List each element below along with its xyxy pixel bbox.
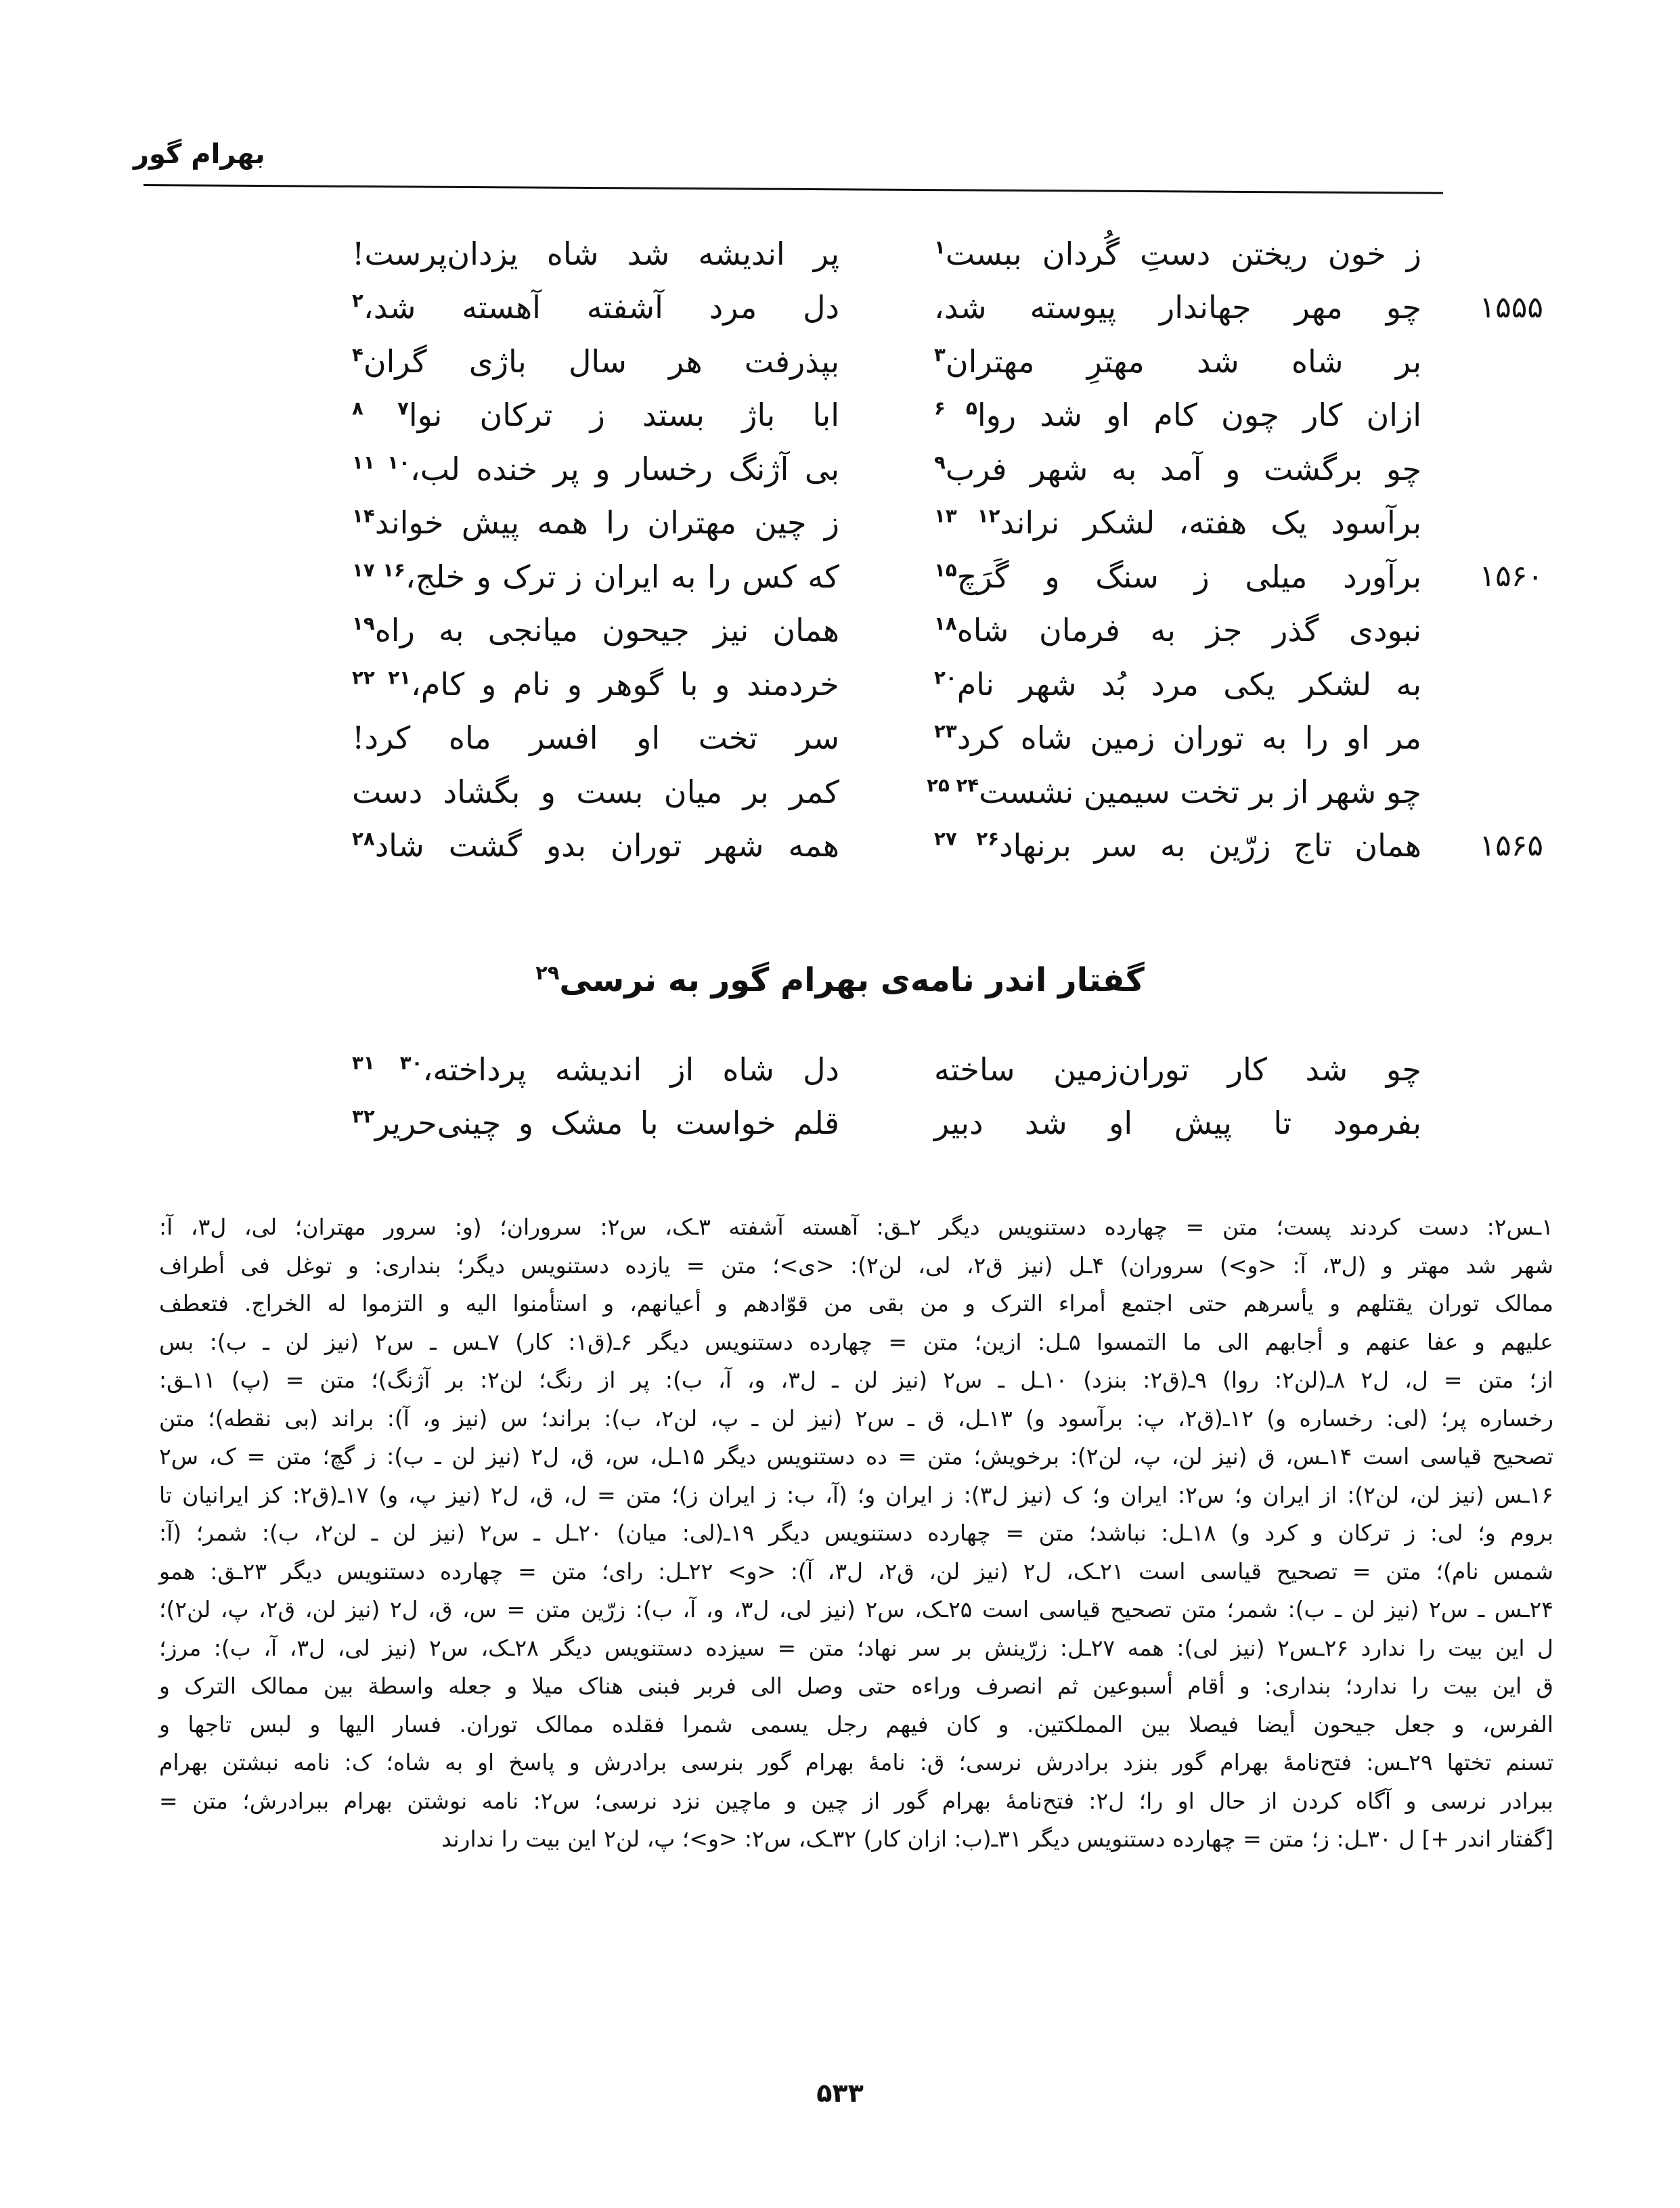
- hemistich-text: همه شهر توران بدو گشت شاد: [374, 827, 839, 864]
- hemistich-left: [352, 1105, 839, 1141]
- footnote-ref[interactable]: ۱۵: [934, 558, 957, 581]
- hemistich-left: [352, 827, 839, 864]
- hemistich-left: [352, 343, 839, 380]
- hemistich-right: [934, 1105, 1421, 1141]
- hemistich-text: بپذرفت هر سال باژی گران: [363, 343, 839, 380]
- hemistich-right: [934, 1051, 1421, 1088]
- hemistich-text: برآورد میلی ز سنگ و گَرَچ: [956, 558, 1421, 595]
- hemistich-text: دل مرد آشفته آهسته شد،: [363, 289, 839, 326]
- verse-row: [257, 550, 1543, 604]
- hemistich-right: [934, 827, 1421, 864]
- footnote-ref[interactable]: ۱۸: [934, 612, 957, 635]
- section-title-text: گفتار اندر نامه‌ی بهرام گور به نرسی: [559, 961, 1145, 999]
- hemistich-right: [927, 773, 1421, 810]
- hemistich-text: که کس را به ایران ز ترک و خلج،: [405, 558, 839, 595]
- footnote-line: الفرس، و جعل جیحون أیضا فیصلا بین المملکتین. و کان فیهم رجل یسمی شمرا فقلده ممالک توران. فسار الیها و لبس تاجها و: [159, 1710, 1553, 1738]
- verse-row: [257, 334, 1421, 389]
- hemistich-left: [352, 504, 839, 541]
- hemistich-text: دل شاه از اندیشه پرداخته،: [422, 1051, 839, 1088]
- footnote-ref[interactable]: ۲۱ ۲۲: [352, 666, 412, 689]
- footnote-ref[interactable]: ۴: [352, 343, 363, 366]
- hemistich-text: ز خون ریختن دستِ گُردان ببست: [945, 235, 1421, 272]
- hemistich-right: [934, 289, 1421, 326]
- hemistich-text: برآسود یک هفته، لشکر نراند: [1000, 504, 1422, 542]
- footnote-ref[interactable]: ۲۳: [934, 720, 957, 743]
- footnote-ref[interactable]: ۱۶ ۱۷: [352, 558, 405, 581]
- hemistich-text: چو مهر جهاندار پیوسته شد،: [934, 289, 1421, 326]
- hemistich-right: [934, 236, 1421, 272]
- verse-number: ۱۵۶۵: [1479, 828, 1543, 863]
- hemistich-text: قلم خواست با مشک و چینی‌حریر: [374, 1105, 839, 1142]
- verse-number: ۱۵۶۰: [1479, 559, 1543, 594]
- verse-row: [257, 819, 1543, 873]
- hemistich-text: چو شد کار توران‌زمین ساخته: [934, 1051, 1421, 1088]
- hemistich-left: [352, 612, 839, 648]
- hemistich-left: [352, 666, 839, 703]
- footnote-line: از؛ متن = ل، ل۲ ۸ـ(لن۲: روا) ۹ـ(ق۲: بنزد) ۱۰ـل ـ س۲ (نیز لن ـ ل۳، و، آ، ب): پر از رنگ؛ لن۲: بر آژنگ)؛ متن = (پ) ۱۱ـق:: [159, 1367, 1554, 1393]
- hemistich-right: [934, 343, 1421, 380]
- footnote-line: رخساره پر؛ (لی: رخساره و) ۱۲ـ(ق۲، پ: برآسود و) ۱۳ـل، ق ـ س۲ (نیز لن ـ پ، لن۲، ب): براند؛ س (نیز و، آ): براند (بی نقطه)؛ متن: [159, 1405, 1553, 1432]
- hemistich-text: ازان کار چون کام او شد روا: [977, 397, 1422, 434]
- verse-row: [257, 1097, 1421, 1151]
- footnote-line: ۱ـس۲: دست کردند پست؛ متن = چهارده دستنویس دیگر ۲ـق: آهسته آشفته ۳ـک، س۲: سروران؛ (و: سرور مهتران؛ لی، ل۳، آ:: [159, 1214, 1553, 1240]
- page-number: ۵۳۳: [816, 2078, 864, 2108]
- verse-row: [257, 765, 1421, 819]
- hemistich-text: خردمند و با گوهر و نام و کام،: [411, 665, 839, 703]
- footnote-ref[interactable]: ۲۰: [934, 666, 957, 689]
- hemistich-right: [934, 451, 1421, 487]
- footnote-line: ببرادر نرسی و آگاه کردن از حال او را؛ ل۲: فتح‌نامهٔ بهرام گور از چین و ماچین نزد نرسی؛ س۲: نامه نوشتن بهرام ببرادرش؛ متن =: [159, 1787, 1553, 1814]
- section-verse-block: [257, 1042, 1421, 1150]
- footnote-line: تصحیح قیاسی است ۱۴ـس، ق (نیز لن، پ، لن۲): برخویش؛ متن = ده دستنویس دیگر ۱۵ـل، س، ق، ل۲ (نیز لن ـ ب): ز گچ؛ متن = ک، س۲: [159, 1443, 1554, 1470]
- hemistich-left: [352, 720, 839, 756]
- hemistich-left: [352, 236, 839, 272]
- hemistich-text: سر تخت او افسر ماه کرد!: [352, 720, 839, 757]
- verse-row: [257, 711, 1421, 766]
- hemistich-text: نبودی گذر جز به فرمان شاه: [956, 612, 1421, 649]
- hemistich-left: [352, 397, 839, 433]
- hemistich-right: [934, 504, 1421, 541]
- hemistich-right: [934, 612, 1421, 648]
- footnote-ref[interactable]: ۱۴: [352, 504, 375, 527]
- footnote-ref[interactable]: ۹: [934, 451, 946, 474]
- footnote-line: شهر شد مهتر و (ل۳، آ: <و>) سروران) ۴ـل (نیز ق۲، لی، لن۲): <ی>؛ متن = یازده دستنویس دیگر؛ بنداری: و توغل فی أطراف: [159, 1252, 1554, 1279]
- hemistich-text: مر او را به توران زمین شاه کرد: [956, 720, 1421, 757]
- hemistich-right: [934, 666, 1421, 703]
- footnote-line: علیهم و عفا عنهم و أجابهم الی ما التمسوا ۵ـل: ازین؛ متن = چهارده دستنویس دیگر ۶ـ(ق۱: کار) ۷ـس ـ س۲ (نیز لن ـ ب): بس: [159, 1328, 1553, 1355]
- verse-row: [257, 442, 1421, 496]
- verse-row: [257, 281, 1543, 335]
- verse-row: [257, 657, 1421, 711]
- hemistich-text: پر اندیشه شد شاه یزدان‌پرست!: [352, 235, 839, 272]
- footnote-ref[interactable]: ۲: [352, 289, 363, 312]
- verse-row: [257, 496, 1421, 550]
- hemistich-text: بر شاه شد مهترِ مهتران: [945, 343, 1421, 380]
- footnote-line: ق این بیت را ندارد؛ بنداری: و أقام أسبوعین ثم انصرف وراءه حتی وصل الی فربر فبنی هناک میلا و جعله واسطة بین ممالک الترک و: [159, 1673, 1553, 1699]
- hemistich-text: چو برگشت و آمد به شهر فرب: [945, 450, 1421, 487]
- footnote-ref[interactable]: ۵ ۶: [934, 397, 977, 420]
- hemistich-right: [934, 720, 1421, 756]
- section-title-footnote-ref[interactable]: ۲۹: [535, 961, 560, 984]
- hemistich-left: [352, 451, 839, 487]
- footnotes: [159, 1208, 1553, 1859]
- hemistich-text: بفرمود تا پیش او شد دبیر: [934, 1105, 1421, 1142]
- verse-row: [257, 227, 1421, 281]
- footnote-line: ل این بیت را ندارد ۲۶ـس۲ (نیز لی): همه ۲۷ـل: زرّینش بر سر نهاد؛ متن = سیزده دستنویس دیگر ۲۸ـک، س۲ (نیز لی، ل۳، آ، ب): مرز؛: [159, 1634, 1553, 1661]
- verse-row: [257, 1042, 1421, 1097]
- footnote-ref[interactable]: ۲۴ ۲۵: [927, 774, 979, 797]
- footnote-line: ۲۴ـس ـ س۲ (نیز لن ـ ب): شمر؛ متن تصحیح قیاسی است ۲۵ـک، س۲ (نیز لی، ل۳، و، آ، ب): زرّین متن = س، ق، ل۲ (نیز لن، ق۲، پ، لن۲)؛: [159, 1596, 1553, 1622]
- hemistich-left: [352, 558, 839, 595]
- hemistich-right: [934, 397, 1421, 433]
- hemistich-text: به لشکر یکی مرد بُد شهر نام: [956, 665, 1421, 703]
- hemistich-text: چو شهر از بر تخت سیمین نشست: [979, 773, 1421, 810]
- hemistich-text: همان نیز جیحون میانجی به راه: [374, 612, 839, 649]
- footnote-ref[interactable]: ۷ ۸: [352, 397, 409, 420]
- section-title: [0, 961, 1680, 999]
- footnote-line: بروم و؛ لی: ز ترکان و کرد و) ۱۸ـل: نباشد؛ متن = چهارده دستنویس دیگر ۱۹ـ(لی: میان) ۲۰ـل ـ س۲ (نیز لن ـ لن۲، ب): شمر؛ (آ:: [159, 1520, 1554, 1546]
- hemistich-left: [352, 774, 839, 810]
- footnote-line: شمس نام)؛ متن = تصحیح قیاسی است ۲۱ـک، ل۲ (نیز لن، ق۲، ل۳، آ): <و> ۲۲ـل: رای؛ متن = چهارده دستنویس دیگر ۲۳ـق: همو: [159, 1558, 1554, 1585]
- footnote-ref[interactable]: ۳۲: [352, 1105, 375, 1128]
- footnote-line: ۱۶ـس (نیز لن، لن۲): از ایران و؛ س۲: ایران و؛ ک (نیز ل۳): ز ایران و؛ (آ، ب: ز ایران ز)؛ متن = ل، ق، ل۲ (نیز پ، و) ۱۷ـ(ق۲: کز ایرانیان تا: [159, 1481, 1554, 1508]
- footnote-ref[interactable]: ۱۲ ۱۳: [934, 504, 1000, 527]
- footnote-ref[interactable]: ۳: [934, 343, 946, 366]
- verse-number: ۱۵۵۵: [1479, 290, 1543, 325]
- hemistich-text: ابا باژ بستد ز ترکان نوا: [408, 397, 839, 434]
- hemistich-left: [352, 1051, 839, 1088]
- hemistich-text: ز چین مهتران را همه پیش خواند: [374, 504, 839, 542]
- verse-row: [257, 389, 1421, 443]
- hemistich-text: همان تاج زرّین به سر برنهاد: [999, 827, 1421, 864]
- footnote-ref[interactable]: ۲۸: [352, 827, 375, 850]
- footnote-ref[interactable]: ۱۰ ۱۱: [352, 451, 410, 474]
- hemistich-left: [352, 289, 839, 326]
- footnote-ref[interactable]: ۱: [934, 236, 946, 259]
- footnote-line: ممالک توران یقتلهم و یأسرهم حتی اجتمع أمراء الترک و من بقی من قوّادهم و أعیانهم، و استأمنوا الیه و التزموا له الخراج. فتعطف: [159, 1290, 1553, 1317]
- footnote-ref[interactable]: ۱۹: [352, 612, 375, 635]
- verse-block: [257, 227, 1543, 873]
- header-rule: [143, 184, 1443, 194]
- footnote-ref[interactable]: ۲۶ ۲۷: [934, 827, 1000, 850]
- hemistich-text: بی آژنگ رخسار و پر خنده لب،: [410, 450, 840, 487]
- footnote-line: [گفتار اندر +] ل ۳۰ـل: ز؛ متن = چهارده دستنویس دیگر ۳۱ـ(ب: ازان کار) ۳۲ـک، س۲: <و>؛ پ، لن۲ این بیت را ندارند: [441, 1826, 1553, 1852]
- running-head: بهرام گور: [133, 139, 265, 170]
- footnote-ref[interactable]: ۳۰ ۳۱: [352, 1051, 423, 1074]
- hemistich-text: کمر بر میان بست و بگشاد دست: [352, 773, 839, 810]
- footnote-line: تسنم تختها ۲۹ـس: فتح‌نامهٔ بهرام گور بنزد برادرش نرسی؛ ق: نامهٔ بهرام گور بنرسی برادرش و پاسخ او به شاه؛ ک: نامه نبشتن بهرام: [159, 1749, 1554, 1775]
- verse-row: [257, 604, 1421, 658]
- hemistich-right: [934, 558, 1421, 595]
